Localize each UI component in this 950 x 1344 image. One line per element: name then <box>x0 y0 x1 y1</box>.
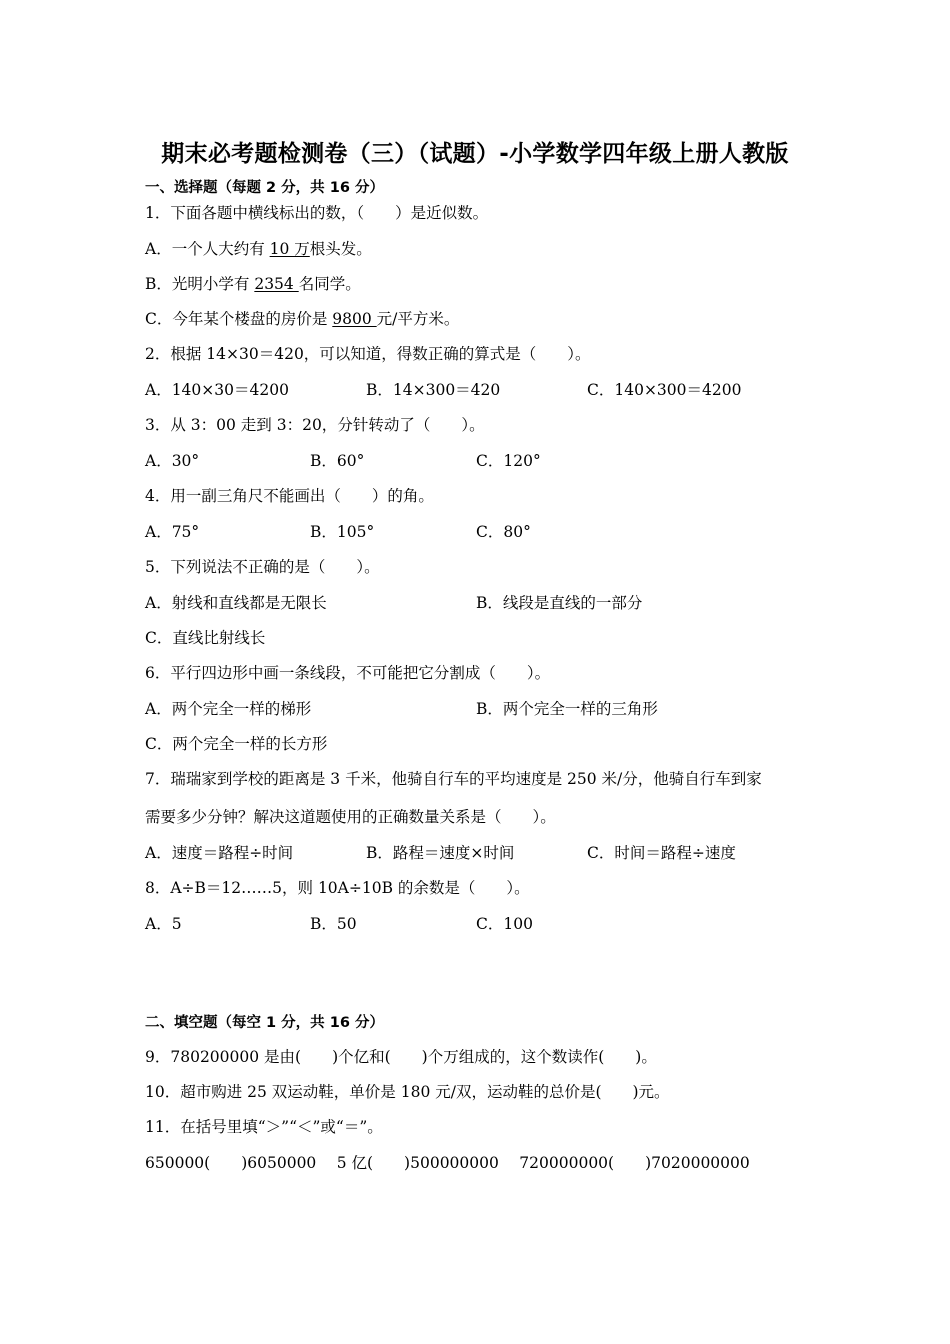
question-1-option-a: A．一个人大约有 10 万根头发。 <box>145 240 372 258</box>
question-4-stem: 4．用一副三角尺不能画出（ ）的角。 <box>145 487 434 505</box>
question-1-stem: 1．下面各题中横线标出的数，（ ）是近似数。 <box>145 204 489 222</box>
question-8-option-a: A．5 <box>145 915 182 933</box>
page-title: 期末必考题检测卷（三）（试题）-小学数学四年级上册人教版 <box>161 141 789 167</box>
question-11-comparisons: 650000( )6050000 5 亿( )500000000 720000000( )7020000000 <box>145 1154 750 1172</box>
question-2-stem: 2．根据 14×30＝420，可以知道，得数正确的算式是（ ）。 <box>145 345 591 363</box>
question-4-option-b: B．105° <box>310 523 375 541</box>
question-8-stem: 8．A÷B＝12……5，则 10A÷10B 的余数是（ ）。 <box>145 879 530 897</box>
question-3-stem: 3．从 3：00 走到 3：20，分针转动了（ ）。 <box>145 416 485 434</box>
question-6-option-b: B．两个完全一样的三角形 <box>476 700 658 718</box>
question-6-option-c: C．两个完全一样的长方形 <box>145 735 328 753</box>
question-6-option-a: A．两个完全一样的梯形 <box>145 700 312 718</box>
question-4-option-c: C．80° <box>476 523 531 541</box>
underlined-number: 2354 <box>254 275 299 293</box>
question-2-option-c: C．140×300＝4200 <box>587 381 742 399</box>
question-7-option-b: B．路程＝速度×时间 <box>366 844 515 862</box>
question-3-option-a: A．30° <box>145 452 200 470</box>
question-7-stem-line-1: 7．瑞瑞家到学校的距离是 3 千米，他骑自行车的平均速度是 250 米/分，他骑自行车到家 <box>145 770 762 788</box>
question-5-option-a: A．射线和直线都是无限长 <box>145 594 327 612</box>
question-4-option-a: A．75° <box>145 523 200 541</box>
section-1-heading: 一、选择题（每题 2 分，共 16 分） <box>145 180 384 196</box>
question-6-stem: 6．平行四边形中画一条线段，不可能把它分割成（ ）。 <box>145 664 551 682</box>
question-8-option-b: B．50 <box>310 915 357 933</box>
question-7-stem-line-2: 需要多少分钟？解决这道题使用的正确数量关系是（ ）。 <box>145 808 556 826</box>
question-5-option-c: C．直线比射线长 <box>145 629 266 647</box>
question-3-option-b: B．60° <box>310 452 365 470</box>
question-2-option-b: B．14×300＝420 <box>366 381 501 399</box>
question-9: 9．780200000 是由( )个亿和( )个万组成的，这个数读作( )。 <box>145 1048 657 1066</box>
underlined-number: 9800 <box>332 310 377 328</box>
section-2-heading: 二、填空题（每空 1 分，共 16 分） <box>145 1015 384 1031</box>
question-1-option-b: B．光明小学有 2354 名同学。 <box>145 275 361 293</box>
question-7-option-a: A．速度＝路程÷时间 <box>145 844 294 862</box>
question-8-option-c: C．100 <box>476 915 533 933</box>
question-11-stem: 11．在括号里填“＞”“＜”或“＝”。 <box>145 1118 383 1136</box>
question-3-option-c: C．120° <box>476 452 541 470</box>
question-5-option-b: B．线段是直线的一部分 <box>476 594 643 612</box>
question-7-option-c: C．时间＝路程÷速度 <box>587 844 736 862</box>
question-2-option-a: A．140×30＝4200 <box>145 381 289 399</box>
question-5-stem: 5．下列说法不正确的是（ ）。 <box>145 558 380 576</box>
underlined-number: 10 万 <box>269 240 310 258</box>
question-1-option-c: C．今年某个楼盘的房价是 9800 元/平方米。 <box>145 310 460 328</box>
question-10: 10．超市购进 25 双运动鞋，单价是 180 元/双，运动鞋的总价是( )元。 <box>145 1083 670 1101</box>
